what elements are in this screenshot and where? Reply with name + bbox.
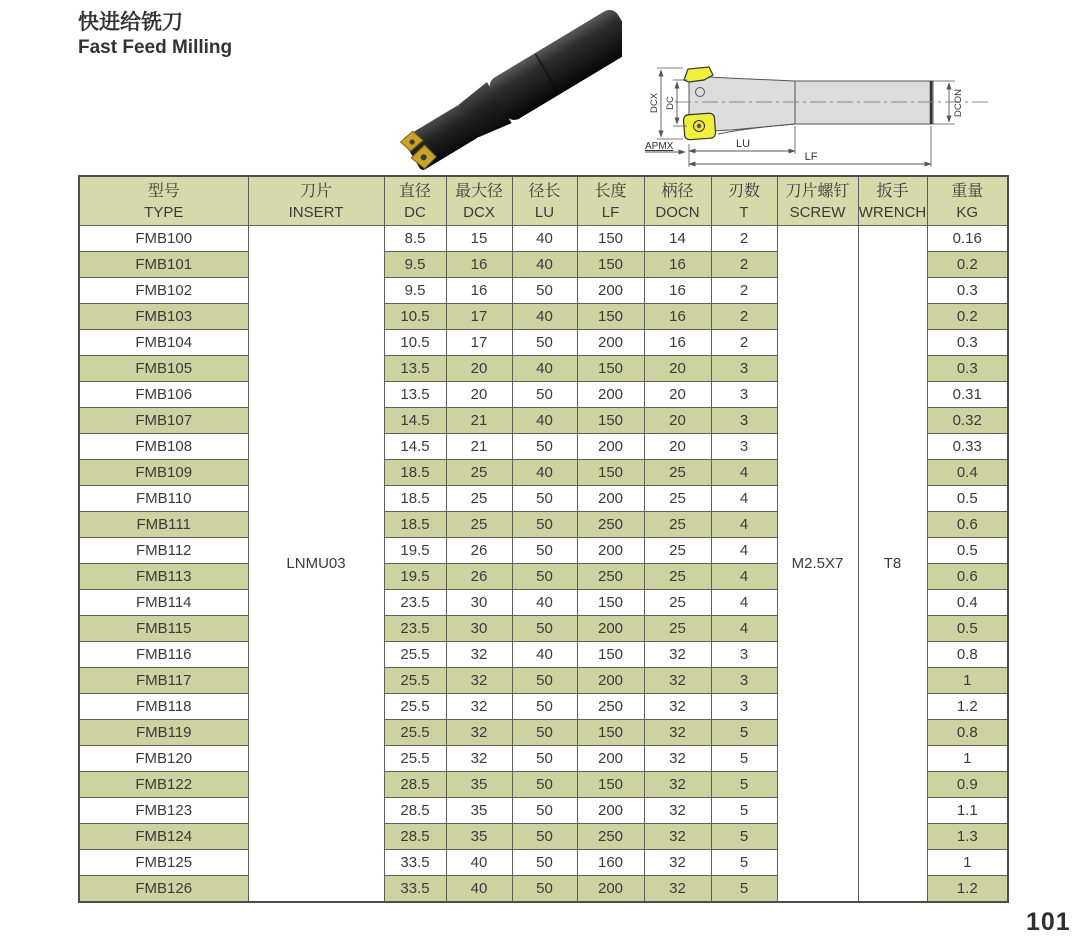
table-header-row — [79, 176, 1008, 226]
cell-dcx: 30 — [446, 616, 512, 642]
cell-lu: 50 — [512, 616, 577, 642]
cell-lf: 150 — [577, 720, 644, 746]
cell-lf: 200 — [577, 486, 644, 512]
cell-dcx: 21 — [446, 408, 512, 434]
cell-kg: 0.6 — [927, 564, 1008, 590]
cell-docn: 32 — [644, 772, 711, 798]
column-header-zh: 最大径 — [454, 183, 503, 200]
cell-type: FMB106 — [79, 382, 248, 408]
cell-type: FMB105 — [79, 356, 248, 382]
column-header-en: DC — [404, 203, 426, 221]
cell-kg: 0.16 — [927, 226, 1008, 252]
cell-type: FMB110 — [79, 486, 248, 512]
cell-dcx: 35 — [446, 798, 512, 824]
cell-lu: 50 — [512, 382, 577, 408]
cell-kg: 0.2 — [927, 252, 1008, 278]
cell-t: 3 — [711, 382, 777, 408]
column-header-en: DOCN — [655, 203, 700, 221]
cell-t: 4 — [711, 486, 777, 512]
cell-t: 5 — [711, 850, 777, 876]
cell-kg: 0.3 — [927, 330, 1008, 356]
cell-docn: 25 — [644, 564, 711, 590]
cell-type: FMB109 — [79, 460, 248, 486]
cell-dc: 28.5 — [384, 824, 446, 850]
cell-dc: 10.5 — [384, 304, 446, 330]
cell-dc: 25.5 — [384, 746, 446, 772]
cell-docn: 16 — [644, 304, 711, 330]
column-header-insert — [248, 176, 384, 226]
cell-lu: 50 — [512, 720, 577, 746]
cell-kg: 0.5 — [927, 486, 1008, 512]
cell-kg: 1 — [927, 850, 1008, 876]
cell-dcx: 26 — [446, 538, 512, 564]
cell-dc: 28.5 — [384, 772, 446, 798]
cell-docn: 14 — [644, 226, 711, 252]
cell-kg: 1.1 — [927, 798, 1008, 824]
cell-dcx: 15 — [446, 226, 512, 252]
cell-dcx: 20 — [446, 382, 512, 408]
product-photo — [372, 6, 622, 176]
cell-dcx: 25 — [446, 486, 512, 512]
cell-dcx: 16 — [446, 252, 512, 278]
label-lu: LU — [735, 138, 751, 150]
page-title-zh: 快进给铣刀 — [78, 11, 183, 34]
cell-dc: 33.5 — [384, 876, 446, 903]
cell-dcx: 32 — [446, 694, 512, 720]
cell-dcx: 35 — [446, 772, 512, 798]
cell-type: FMB118 — [79, 694, 248, 720]
cell-t: 5 — [711, 876, 777, 903]
cell-t: 4 — [711, 616, 777, 642]
cell-lu: 50 — [512, 772, 577, 798]
column-header-lf — [577, 176, 644, 226]
cell-t: 3 — [711, 694, 777, 720]
cell-type: FMB122 — [79, 772, 248, 798]
cell-lu: 50 — [512, 512, 577, 538]
cell-docn: 25 — [644, 616, 711, 642]
label-apmx: APMX — [645, 141, 674, 152]
cell-dc: 23.5 — [384, 616, 446, 642]
cell-dcx: 32 — [446, 746, 512, 772]
cell-docn: 25 — [644, 512, 711, 538]
cell-lu: 40 — [512, 408, 577, 434]
cell-docn: 20 — [644, 382, 711, 408]
cell-lf: 150 — [577, 590, 644, 616]
cell-t: 4 — [711, 590, 777, 616]
cell-dc: 18.5 — [384, 486, 446, 512]
cell-t: 3 — [711, 668, 777, 694]
cell-dc: 25.5 — [384, 642, 446, 668]
cell-t: 2 — [711, 278, 777, 304]
cell-dcx: 17 — [446, 304, 512, 330]
cell-dcx: 32 — [446, 668, 512, 694]
label-dcon: DCON — [953, 89, 964, 117]
column-header-zh: 刀片 — [299, 183, 332, 200]
cell-lu: 50 — [512, 486, 577, 512]
cell-kg: 0.5 — [927, 616, 1008, 642]
cell-lf: 150 — [577, 460, 644, 486]
cell-docn: 32 — [644, 876, 711, 903]
cell-dc: 18.5 — [384, 460, 446, 486]
cell-type: FMB113 — [79, 564, 248, 590]
cell-type: FMB120 — [79, 746, 248, 772]
cell-dc: 10.5 — [384, 330, 446, 356]
column-header-docn — [644, 176, 711, 226]
cell-kg: 1.3 — [927, 824, 1008, 850]
label-lf: LF — [804, 151, 818, 163]
cell-dc: 14.5 — [384, 434, 446, 460]
cell-dc: 9.5 — [384, 278, 446, 304]
column-header-en: KG — [956, 203, 979, 221]
column-header-t — [711, 176, 777, 226]
column-header-en: LF — [601, 203, 620, 221]
cell-type: FMB119 — [79, 720, 248, 746]
cell-lf: 200 — [577, 876, 644, 903]
insert-bottom — [683, 113, 716, 140]
cell-kg: 0.3 — [927, 356, 1008, 382]
column-header-kg — [927, 176, 1008, 226]
table-body — [79, 226, 1008, 903]
cell-docn: 25 — [644, 460, 711, 486]
page-title — [78, 10, 232, 60]
cell-docn: 32 — [644, 746, 711, 772]
technical-diagram — [643, 54, 1043, 170]
column-header-en: T — [739, 203, 749, 221]
cell-t: 4 — [711, 538, 777, 564]
cell-lf: 150 — [577, 356, 644, 382]
cell-lu: 50 — [512, 538, 577, 564]
column-header-en: INSERT — [288, 203, 344, 221]
cell-type: FMB112 — [79, 538, 248, 564]
cell-kg: 1.2 — [927, 694, 1008, 720]
label-dc: DC — [665, 96, 676, 110]
cell-docn: 25 — [644, 486, 711, 512]
cell-dcx: 20 — [446, 356, 512, 382]
cell-lu: 50 — [512, 564, 577, 590]
cell-lu: 40 — [512, 356, 577, 382]
cell-type: FMB111 — [79, 512, 248, 538]
cell-kg: 0.4 — [927, 590, 1008, 616]
cell-dc: 8.5 — [384, 226, 446, 252]
cell-dcx: 40 — [446, 876, 512, 903]
column-header-dc — [384, 176, 446, 226]
cell-dcx: 35 — [446, 824, 512, 850]
cell-t: 5 — [711, 746, 777, 772]
cell-docn: 32 — [644, 668, 711, 694]
cell-dc: 25.5 — [384, 694, 446, 720]
cell-dc: 33.5 — [384, 850, 446, 876]
cell-t: 2 — [711, 330, 777, 356]
cell-docn: 32 — [644, 720, 711, 746]
cell-lu: 40 — [512, 460, 577, 486]
cell-dcx: 40 — [446, 850, 512, 876]
cell-lu: 50 — [512, 824, 577, 850]
label-dcx: DCX — [649, 92, 660, 114]
cell-docn: 32 — [644, 798, 711, 824]
cell-dc: 19.5 — [384, 564, 446, 590]
cell-t: 2 — [711, 252, 777, 278]
cell-docn: 16 — [644, 252, 711, 278]
cell-lf: 200 — [577, 746, 644, 772]
cell-type: FMB108 — [79, 434, 248, 460]
dimension-drawing — [643, 54, 1043, 170]
cell-lf: 200 — [577, 668, 644, 694]
cell-lf: 200 — [577, 538, 644, 564]
cell-kg: 1 — [927, 668, 1008, 694]
cell-docn: 32 — [644, 694, 711, 720]
cell-kg: 1.2 — [927, 876, 1008, 903]
cell-t: 3 — [711, 356, 777, 382]
cell-lu: 40 — [512, 642, 577, 668]
table-row-fmb100 — [79, 226, 1008, 252]
cell-docn: 32 — [644, 642, 711, 668]
cell-docn: 20 — [644, 408, 711, 434]
cell-lu: 50 — [512, 434, 577, 460]
cell-kg: 0.32 — [927, 408, 1008, 434]
column-header-en: TYPE — [144, 203, 184, 221]
cell-type: FMB126 — [79, 876, 248, 903]
cell-t: 2 — [711, 304, 777, 330]
column-header-en: SCREW — [789, 203, 846, 221]
cell-type: FMB117 — [79, 668, 248, 694]
cell-lf: 150 — [577, 772, 644, 798]
column-header-zh: 重量 — [951, 183, 984, 200]
cell-kg: 1 — [927, 746, 1008, 772]
cell-t: 3 — [711, 642, 777, 668]
cell-lu: 50 — [512, 746, 577, 772]
cell-type: FMB124 — [79, 824, 248, 850]
cell-kg: 0.6 — [927, 512, 1008, 538]
column-header-en: LU — [534, 203, 555, 221]
cell-type: FMB100 — [79, 226, 248, 252]
cell-lu: 50 — [512, 850, 577, 876]
cell-kg: 0.31 — [927, 382, 1008, 408]
cell-type: FMB123 — [79, 798, 248, 824]
cell-lu: 50 — [512, 668, 577, 694]
column-header-zh: 刃数 — [727, 183, 760, 200]
cell-t: 5 — [711, 772, 777, 798]
cell-dc: 13.5 — [384, 356, 446, 382]
cell-dc: 13.5 — [384, 382, 446, 408]
page-title-en: Fast Feed Milling — [78, 37, 233, 59]
product-photo-drawing — [372, 6, 622, 176]
column-header-screw — [777, 176, 858, 226]
column-header-en: DCX — [463, 203, 495, 221]
cell-docn: 16 — [644, 330, 711, 356]
column-header-wrench — [858, 176, 927, 226]
cell-lf: 250 — [577, 824, 644, 850]
column-header-dcx — [446, 176, 512, 226]
column-header-en: WRENCH — [858, 203, 927, 221]
cell-type: FMB101 — [79, 252, 248, 278]
cell-dcx: 25 — [446, 512, 512, 538]
cell-kg: 0.8 — [927, 642, 1008, 668]
cell-type: FMB107 — [79, 408, 248, 434]
cell-lu: 50 — [512, 694, 577, 720]
cell-dc: 9.5 — [384, 252, 446, 278]
column-header-zh: 型号 — [147, 183, 180, 200]
cell-lu: 40 — [512, 226, 577, 252]
cell-type: FMB125 — [79, 850, 248, 876]
cell-lf: 150 — [577, 304, 644, 330]
cell-wrench-merged: T8 — [858, 226, 927, 903]
cell-lf: 200 — [577, 382, 644, 408]
column-header-zh: 长度 — [594, 183, 627, 200]
cell-dc: 18.5 — [384, 512, 446, 538]
cell-insert-merged: LNMU03 — [248, 226, 384, 903]
cell-t: 4 — [711, 460, 777, 486]
cell-type: FMB116 — [79, 642, 248, 668]
cell-t: 3 — [711, 408, 777, 434]
cell-t: 2 — [711, 226, 777, 252]
cell-lu: 50 — [512, 876, 577, 903]
cell-lu: 50 — [512, 278, 577, 304]
column-header-zh: 刀片螺钉 — [785, 183, 850, 200]
cell-lu: 40 — [512, 304, 577, 330]
cell-dcx: 16 — [446, 278, 512, 304]
cell-lu: 50 — [512, 330, 577, 356]
cell-type: FMB114 — [79, 590, 248, 616]
column-header-zh: 柄径 — [661, 183, 694, 200]
cell-t: 3 — [711, 434, 777, 460]
cell-lf: 150 — [577, 408, 644, 434]
cell-docn: 16 — [644, 278, 711, 304]
page-number: 101 — [1026, 908, 1071, 936]
cell-dcx: 26 — [446, 564, 512, 590]
cell-dc: 23.5 — [384, 590, 446, 616]
cell-dc: 19.5 — [384, 538, 446, 564]
spec-table — [78, 175, 1009, 903]
cell-lf: 200 — [577, 278, 644, 304]
cell-lu: 40 — [512, 252, 577, 278]
cell-docn: 20 — [644, 434, 711, 460]
cell-lf: 250 — [577, 512, 644, 538]
cell-t: 4 — [711, 512, 777, 538]
cell-t: 5 — [711, 720, 777, 746]
cell-lf: 150 — [577, 252, 644, 278]
cell-dcx: 17 — [446, 330, 512, 356]
cell-type: FMB103 — [79, 304, 248, 330]
cell-type: FMB104 — [79, 330, 248, 356]
cell-lu: 40 — [512, 590, 577, 616]
cell-lf: 200 — [577, 434, 644, 460]
cell-t: 5 — [711, 798, 777, 824]
column-header-zh: 扳手 — [876, 183, 909, 200]
cell-lf: 200 — [577, 616, 644, 642]
cell-t: 5 — [711, 824, 777, 850]
cell-dc: 28.5 — [384, 798, 446, 824]
cell-dc: 14.5 — [384, 408, 446, 434]
column-header-zh: 直径 — [398, 183, 431, 200]
cell-type: FMB115 — [79, 616, 248, 642]
cell-kg: 0.9 — [927, 772, 1008, 798]
cell-dcx: 32 — [446, 642, 512, 668]
column-header-lu — [512, 176, 577, 226]
cell-kg: 0.4 — [927, 460, 1008, 486]
cell-docn: 25 — [644, 538, 711, 564]
cell-dcx: 25 — [446, 460, 512, 486]
cell-docn: 32 — [644, 850, 711, 876]
column-header-type — [79, 176, 248, 226]
cell-dcx: 32 — [446, 720, 512, 746]
cell-docn: 25 — [644, 590, 711, 616]
cell-lf: 160 — [577, 850, 644, 876]
cell-lf: 200 — [577, 798, 644, 824]
cell-dcx: 30 — [446, 590, 512, 616]
cell-lf: 150 — [577, 226, 644, 252]
cell-dcx: 21 — [446, 434, 512, 460]
cell-type: FMB102 — [79, 278, 248, 304]
column-header-zh: 径长 — [528, 183, 561, 200]
cell-docn: 32 — [644, 824, 711, 850]
cell-screw-merged: M2.5X7 — [777, 226, 858, 903]
cell-t: 4 — [711, 564, 777, 590]
cell-dc: 25.5 — [384, 720, 446, 746]
cell-lf: 150 — [577, 642, 644, 668]
cell-lf: 250 — [577, 694, 644, 720]
cell-lf: 250 — [577, 564, 644, 590]
cell-kg: 0.3 — [927, 278, 1008, 304]
cell-kg: 0.2 — [927, 304, 1008, 330]
cell-dc: 25.5 — [384, 668, 446, 694]
cell-docn: 20 — [644, 356, 711, 382]
cell-kg: 0.5 — [927, 538, 1008, 564]
cell-lf: 200 — [577, 330, 644, 356]
tool-shank — [486, 6, 622, 123]
cell-kg: 0.33 — [927, 434, 1008, 460]
cell-lu: 50 — [512, 798, 577, 824]
cell-kg: 0.8 — [927, 720, 1008, 746]
